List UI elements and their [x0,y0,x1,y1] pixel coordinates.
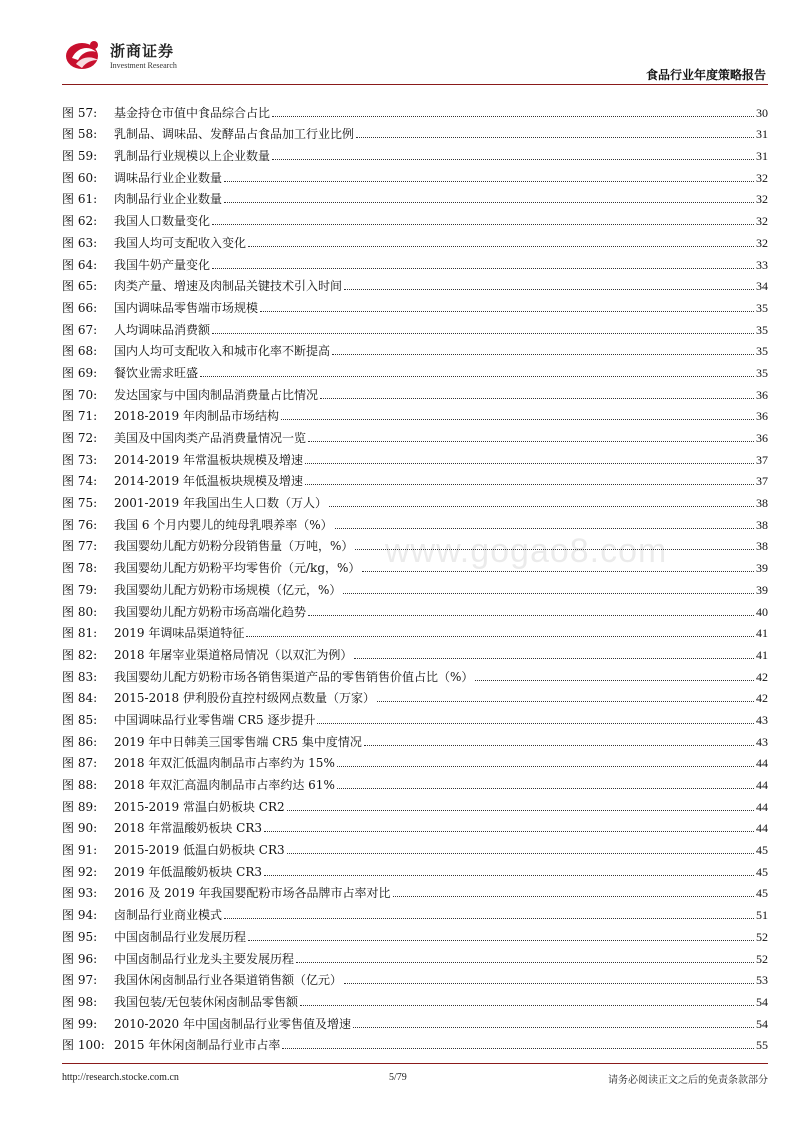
figure-number: 图 96: [62,951,98,966]
figure-number: 图 90: [62,821,98,836]
footer-divider [62,1063,768,1064]
dot-leader [343,593,754,594]
toc-entry-label [62,930,246,944]
figure-number: 图 89: [62,799,98,814]
figure-title: 2001-2019 年我国出生人口数（万人） [114,496,327,511]
toc-entry-label [62,626,244,640]
figure-number: 图 81: [62,626,98,641]
toc-entry-label [62,1017,351,1031]
company-name-cn: 浙商证券 [110,42,175,60]
toc-entry[interactable] [62,987,768,1009]
toc-entry-label [62,323,210,337]
figure-number: 图 61: [62,192,98,207]
toc-entry[interactable] [62,922,768,944]
toc-entry-label [62,691,375,705]
toc-entry-label [62,735,362,749]
toc-entry-label [62,388,318,402]
figure-number: 图 78: [62,561,98,576]
figure-page-number: 52 [756,951,768,966]
dot-leader [475,680,754,681]
figure-number: 图 100: [62,1038,105,1053]
figure-number: 图 86: [62,734,98,749]
toc-entry[interactable] [62,120,768,142]
toc-entry[interactable] [62,467,768,489]
figure-number: 图 69: [62,365,98,380]
figure-title: 2019 年调味品渠道特征 [114,626,245,641]
figure-page-number: 36 [756,431,768,445]
figure-number: 图 67: [62,322,98,337]
dot-leader [264,831,754,832]
dot-leader [377,701,754,702]
figure-number: 图 85: [62,712,98,727]
figure-title: 中国调味品行业零售端 CR5 逐步提升 [114,712,316,727]
figure-number: 图 80: [62,604,98,619]
dot-leader [332,354,754,355]
figure-page-number: 32 [756,192,768,207]
toc-entry[interactable] [62,163,768,185]
toc-entry[interactable] [62,575,768,597]
toc-entry[interactable] [62,315,768,337]
figure-page-number: 32 [756,214,768,229]
page-header [62,36,768,86]
figure-number: 图 95: [62,929,98,944]
toc-entry[interactable] [62,423,768,445]
figure-number: 图 97: [62,973,98,988]
dot-leader [272,116,754,117]
dot-leader [344,289,754,290]
page-number: 5/79 [389,1072,407,1083]
company-name-en: Investment Research [110,61,177,70]
figure-title: 中国卤制品行业发展历程 [114,929,247,944]
dot-leader [317,723,754,724]
toc-entry[interactable] [62,770,768,792]
figure-number: 图 92: [62,864,98,879]
figure-page-number: 53 [756,973,768,988]
toc-entry-label [62,908,222,922]
figure-number: 图 57: [62,105,98,120]
toc-entry-label [62,800,285,814]
dot-leader [353,1027,754,1028]
figure-title: 肉类产量、增速及肉制品关键技术引入时间 [114,279,343,294]
figure-title: 2019 年低温酸奶板块 CR3 [114,864,263,879]
dot-leader [272,159,754,160]
page-footer [62,1063,768,1093]
toc-entry-label [62,127,354,141]
figure-title: 2019 年中日韩美三国零售端 CR5 集中度情况 [114,734,362,749]
watermark: www.gogao8.com [385,532,668,570]
figure-page-number: 35 [756,344,768,359]
figure-number: 图 71: [62,409,98,424]
toc-entry[interactable] [62,488,768,510]
toc-entry[interactable] [62,141,768,163]
figure-number: 图 82: [62,647,98,662]
dot-leader [264,875,754,876]
figure-number: 图 64: [62,257,98,272]
figure-page-number: 44 [756,799,768,814]
figure-title: 调味品行业企业数量 [114,170,223,185]
figure-number: 图 84: [62,691,98,706]
toc-entry[interactable] [62,185,768,207]
figure-page-number: 55 [756,1038,768,1053]
toc-entry-label [62,171,222,185]
figure-page-number: 36 [756,387,768,402]
figure-page-number: 35 [756,322,768,337]
toc-entry[interactable] [62,835,768,857]
toc-entry[interactable] [62,445,768,467]
figure-page-number: 38 [756,539,768,554]
toc-entry-label [62,236,246,250]
toc-entry-label [62,474,303,488]
figure-title: 2014-2019 年低温板块规模及增速 [114,474,303,489]
toc-entry[interactable] [62,749,768,771]
toc-entry-label [62,605,306,619]
footer-url: http://research.stocke.com.cn [62,1072,179,1083]
toc-entry-label [62,583,341,597]
toc-entry[interactable] [62,510,768,532]
figure-page-number: 36 [756,409,768,424]
toc-entry[interactable] [62,272,768,294]
toc-entry[interactable] [62,727,768,749]
figure-page-number: 44 [756,821,768,836]
figure-title: 2015 年休闲卤制品行业市占率 [114,1038,281,1053]
figure-page-number: 51 [756,908,768,923]
dot-leader [335,528,754,529]
toc-entry[interactable] [62,857,768,879]
figure-title: 2014-2019 年常温板块规模及增速 [114,452,303,467]
figure-number: 图 87: [62,756,98,771]
figure-title: 乳制品行业规模以上企业数量 [114,149,271,164]
dot-leader [296,962,754,963]
figure-page-number: 41 [756,626,768,641]
figure-page-number: 37 [756,474,768,489]
figure-number: 图 83: [62,669,98,684]
dot-leader [248,246,754,247]
dot-leader [320,398,754,399]
dot-leader [224,918,754,919]
toc-entry[interactable] [62,228,768,250]
figure-number: 图 77: [62,539,98,554]
figure-title: 2015-2019 常温白奶板块 CR2 [114,799,285,814]
figure-title: 我国婴幼儿配方奶粉分段销售量（万吨，%） [114,539,354,554]
toc-entry-label [62,366,198,380]
figure-page-number: 41 [756,647,768,662]
toc-entry-label [62,713,315,727]
figure-page-number: 33 [756,257,768,272]
toc-entry-label [62,756,335,770]
figure-page-number: 38 [756,496,768,511]
figure-title: 2018 年屠宰业渠道格局情况（以双汇为例） [114,647,353,662]
figure-title: 发达国家与中国肉制品消费量占比情况 [114,387,319,402]
toc-entry[interactable] [62,900,768,922]
dot-leader [212,224,754,225]
figure-page-number: 39 [756,582,768,597]
toc-entry-label [62,496,327,510]
figure-title: 2015-2018 伊利股份直控村级网点数量（万家） [114,691,375,706]
toc-entry[interactable] [62,98,768,120]
dot-leader [354,658,754,659]
figure-number: 图 68: [62,344,98,359]
figure-page-number: 32 [756,170,768,185]
dot-leader [260,311,754,312]
toc-entry-label [62,778,335,792]
company-logo-icon [64,38,104,72]
toc-entry[interactable] [62,814,768,836]
figure-index-list [62,98,768,1052]
dot-leader [287,810,754,811]
toc-entry[interactable] [62,944,768,966]
figure-page-number: 31 [756,149,768,164]
figure-number: 图 76: [62,517,98,532]
figure-page-number: 32 [756,235,768,250]
dot-leader [212,333,754,334]
toc-entry[interactable] [62,293,768,315]
toc-entry-label [62,344,330,358]
figure-page-number: 45 [756,843,768,858]
figure-title: 我国婴幼儿配方奶粉平均零售价（元/kg，%） [114,561,361,576]
dot-leader [281,419,754,420]
figure-number: 图 93: [62,886,98,901]
toc-entry[interactable] [62,966,768,988]
figure-title: 基金持仓市值中食品综合占比 [114,105,271,120]
figure-number: 图 79: [62,582,98,597]
toc-entry[interactable] [62,206,768,228]
dot-leader [344,983,754,984]
figure-title: 我国牛奶产量变化 [114,257,211,272]
toc-entry-label [62,279,342,293]
toc-entry[interactable] [62,597,768,619]
figure-number: 图 60: [62,170,98,185]
figure-title: 乳制品、调味品、发酵品占食品加工行业比例 [114,127,355,142]
figure-page-number: 38 [756,517,768,532]
dot-leader [224,181,754,182]
dot-leader [362,571,754,572]
toc-entry[interactable] [62,358,768,380]
toc-entry-label [62,301,258,315]
figure-page-number: 43 [756,712,768,727]
figure-title: 我国人口数量变化 [114,214,211,229]
toc-entry-label [62,843,285,857]
figure-number: 图 62: [62,214,98,229]
figure-title: 2018 年双汇高温肉制品市占率约达 61% [114,778,335,792]
toc-entry-label [62,258,210,272]
figure-title: 2016 及 2019 年我国婴配粉市场各品牌市占率对比 [114,886,391,901]
toc-entry-label [62,821,262,835]
figure-title: 2010-2020 年中国卤制品行业零售值及增速 [114,1016,351,1031]
figure-page-number: 54 [756,1016,768,1031]
figure-page-number: 52 [756,929,768,944]
toc-entry-label [62,149,270,163]
dot-leader [305,484,754,485]
figure-title: 我国休闲卤制品行业各渠道销售额（亿元） [114,973,343,988]
figure-title: 2018 年双汇低温肉制品市占率约为 15% [114,756,335,771]
toc-entry[interactable] [62,380,768,402]
toc-entry-label [62,453,303,467]
dot-leader [393,896,754,897]
figure-page-number: 40 [756,604,768,619]
figure-number: 图 75: [62,496,98,511]
toc-entry-label [62,409,279,423]
figure-title: 中国卤制品行业龙头主要发展历程 [114,951,295,966]
figure-number: 图 72: [62,431,98,445]
dot-leader [224,202,754,203]
toc-entry-label [62,995,298,1009]
toc-entry-label [62,539,353,553]
figure-title: 我国婴幼儿配方奶粉市场规模（亿元，%） [114,582,342,597]
figure-title: 我国 6 个月内婴儿的纯母乳喂养率（%） [114,517,333,532]
toc-entry[interactable] [62,619,768,641]
dot-leader [308,441,754,442]
figure-title: 卤制品行业商业模式 [114,908,223,923]
figure-title: 国内调味品零售端市场规模 [114,300,259,315]
figure-title: 我国包装/无包装休闲卤制品零售额 [114,994,299,1009]
toc-entry-label [62,670,473,684]
toc-entry[interactable] [62,1031,768,1053]
dot-leader [300,1005,754,1006]
figure-title: 肉制品行业企业数量 [114,192,223,207]
figure-number: 图 66: [62,300,98,315]
toc-entry[interactable] [62,640,768,662]
figure-number: 图 88: [62,778,98,792]
dot-leader [246,636,754,637]
toc-entry[interactable] [62,705,768,727]
figure-number: 图 58: [62,127,98,142]
dot-leader [248,940,754,941]
dot-leader [337,788,754,789]
figure-number: 图 98: [62,994,98,1009]
figure-title: 2018-2019 年肉制品市场结构 [114,409,279,424]
dot-leader [282,1048,754,1049]
figure-page-number: 54 [756,994,768,1009]
figure-title: 我国婴幼儿配方奶粉市场各销售渠道产品的零售销售价值占比（%） [114,669,474,684]
report-title: 食品行业年度策略报告 [645,68,766,82]
toc-entry[interactable] [62,402,768,424]
disclaimer-note: 请务必阅读正文之后的免责条款部分 [608,1075,768,1086]
toc-entry-label [62,865,262,879]
dot-leader [337,766,754,767]
figure-page-number: 35 [756,300,768,315]
figure-number: 图 74: [62,474,98,489]
figure-number: 图 73: [62,452,98,467]
toc-entry-label [62,106,270,120]
toc-entry-label [62,431,306,445]
figure-page-number: 31 [756,127,768,142]
figure-number: 图 99: [62,1016,98,1031]
toc-entry[interactable] [62,879,768,901]
toc-entry[interactable] [62,337,768,359]
figure-page-number: 35 [756,365,768,380]
figure-page-number: 30 [756,105,768,120]
figure-page-number: 45 [756,864,768,879]
figure-page-number: 45 [756,886,768,901]
dot-leader [308,615,754,616]
toc-entry-label [62,214,210,228]
figure-page-number: 44 [756,778,768,792]
toc-entry-label [62,192,222,206]
figure-number: 图 94: [62,908,98,923]
figure-number: 图 63: [62,235,98,250]
dot-leader [356,137,754,138]
toc-entry-label [62,648,352,662]
figure-title: 国内人均可支配收入和城市化率不断提高 [114,344,331,359]
figure-page-number: 44 [756,756,768,771]
toc-entry-label [62,561,360,575]
toc-entry[interactable] [62,1009,768,1031]
figure-title: 2015-2019 低温白奶板块 CR3 [114,843,285,858]
toc-entry[interactable] [62,662,768,684]
toc-entry[interactable] [62,250,768,272]
dot-leader [329,506,754,507]
figure-number: 图 70: [62,387,98,402]
figure-title: 2018 年常温酸奶板块 CR3 [114,821,263,836]
dot-leader [287,853,754,854]
figure-page-number: 42 [756,669,768,684]
figure-title: 餐饮业需求旺盛 [114,365,199,380]
figure-title: 我国婴幼儿配方奶粉市场高端化趋势 [114,604,307,619]
toc-entry-label [62,518,333,532]
figure-title: 我国人均可支配收入变化 [114,235,247,250]
figure-number: 图 59: [62,149,98,164]
toc-entry[interactable] [62,684,768,706]
toc-entry-label [62,886,391,900]
toc-entry-label [62,973,342,987]
toc-entry[interactable] [62,792,768,814]
figure-page-number: 42 [756,691,768,706]
figure-title: 人均调味品消费额 [114,322,211,337]
figure-page-number: 37 [756,452,768,467]
figure-number: 图 65: [62,279,98,294]
figure-number: 图 91: [62,843,98,858]
figure-page-number: 34 [756,279,768,294]
toc-entry-label [62,952,294,966]
dot-leader [364,745,754,746]
toc-entry-label [62,1038,280,1052]
figure-page-number: 43 [756,734,768,749]
dot-leader [305,463,754,464]
figure-title: 美国及中国肉类产品消费量情况一览 [114,431,307,445]
dot-leader [212,268,754,269]
header-divider [62,84,768,85]
dot-leader [200,376,754,377]
figure-page-number: 39 [756,561,768,576]
